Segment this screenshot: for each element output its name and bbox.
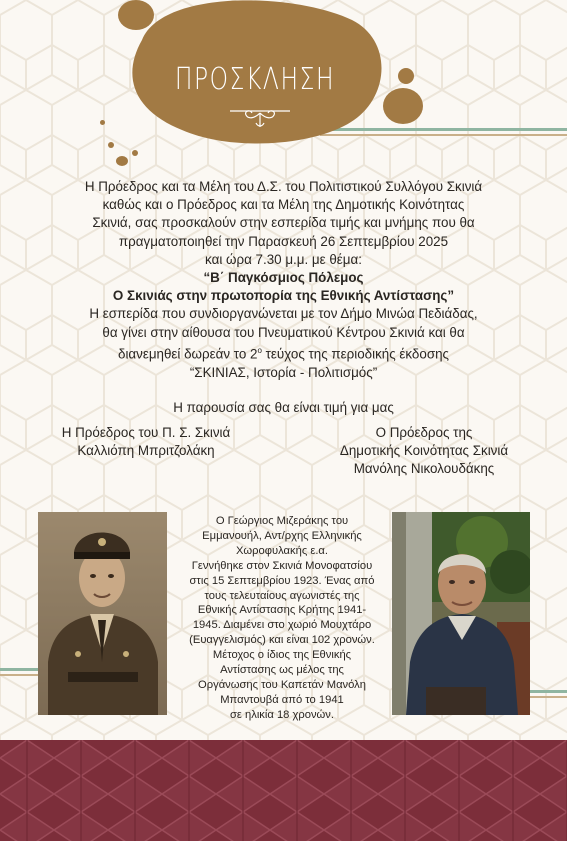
biography-line: Μπαντουβά από το 1941 — [220, 693, 344, 706]
details-line: διανεμηθεί δωρεάν το $2^o$ τεύχος της περιοδικής έκδοσης — [117, 345, 449, 362]
event-theme-title: “Β΄ Παγκόσμιος Πόλεμος — [203, 270, 364, 286]
biography-line: στις 15 Σεπτεμβρίου 1923. Ένας από — [189, 574, 375, 587]
signature-left — [30, 424, 262, 460]
invitation-text — [30, 178, 537, 417]
biography-line: Ο Γεώργιος Μιζεράκης του — [215, 515, 349, 527]
biography-line: τους τελευταίους αγωνιστές της — [204, 589, 360, 602]
decorative-dot — [100, 120, 105, 125]
decorative-dot — [383, 88, 423, 124]
biography-line: Χωροφυλακής ε.α. — [235, 544, 329, 557]
signature-role: Δημοτικής Κοινότητας Σκινιά — [339, 443, 509, 459]
details-line: Η εσπερίδα που συνδιοργανώνεται με τον Δήμο Μινώα Πεδιάδας, — [89, 306, 478, 322]
signature-name: Μανόλης Νικολουδάκης — [353, 461, 495, 477]
biography-line: 1945. Διαμένει στο χωριό Μουχτάρο — [192, 619, 372, 632]
decorative-dot — [118, 0, 154, 30]
decorative-stripe — [530, 696, 567, 698]
biography-line: Αντίστασης ως μέλος της — [220, 664, 344, 677]
invitation-line: Η Πρόεδρος και τα Μέλη του Δ.Σ. του Πολιτιστικού Συλλόγου Σκινιά — [84, 179, 483, 194]
footer-band — [0, 740, 567, 841]
signature-role: Η Πρόεδρος του Π. Σ. Σκινιά — [61, 425, 231, 440]
portrait-photo-elderly — [392, 512, 530, 715]
details-line: θα γίνει στην αίθουσα του Πνευματικού Κέντρου Σκινιά και θα — [102, 324, 465, 340]
biography-line: σε ηλικία 18 χρονών. — [230, 708, 334, 721]
decorative-dot — [398, 68, 414, 84]
page-title: ΠΡΟΣΚΛΗΣΗ — [174, 62, 336, 97]
decorative-stripe — [0, 674, 40, 676]
footer-diamond-pattern — [0, 740, 567, 841]
signature-right — [300, 424, 548, 479]
invitation-line: Σκινιά, σας προσκαλούν στην εσπερίδα τιμής και μνήμης που θα — [92, 215, 475, 231]
biography-line: Οργάνωσης του Καπετάν Μανόλη — [198, 678, 366, 691]
closing-line: Η παρουσία σας θα είναι τιμή για μας — [173, 399, 394, 415]
signature-name: Καλλιόπη Μπριτζολάκη — [77, 443, 215, 459]
decorative-dot — [132, 150, 138, 156]
invitation-line: καθώς και ο Πρόεδρος και τα Μέλη της Δημοτικής Κοινότητας — [102, 197, 465, 213]
event-theme-subtitle: Ο Σκινιάς στην πρωτοπορία της Εθνικής Αντίστασης” — [112, 288, 455, 304]
ornament-icon — [228, 105, 292, 135]
biography-text — [172, 514, 392, 723]
portrait-photo-officer — [38, 512, 167, 715]
decorative-dot — [108, 142, 114, 148]
decorative-stripe — [530, 690, 567, 693]
decorative-dot — [116, 156, 128, 166]
decorative-stripe — [0, 668, 40, 671]
invitation-line: πραγματοποιηθεί την Παρασκευή 26 Σεπτεμβρίου 2025 — [118, 233, 449, 249]
signature-role: Ο Πρόεδρος της — [375, 425, 473, 440]
biography-line: Εθνικής Αντίστασης Κρήτης 1941- — [197, 604, 367, 617]
details-line: “ΣΚΙΝΙΑΣ, Ιστορία - Πολιτισμός” — [189, 364, 378, 380]
biography-line: Μέτοχος ο ίδιος της Εθνικής — [212, 649, 352, 662]
biography-line: Εμμανουήλ, Αντ/ρχης Ελληνικής — [202, 529, 362, 542]
biography-line: Γεννήθηκε στον Σκινιά Μονοφατσίου — [191, 559, 373, 572]
biography-line: (Ευαγγελισμός) και είναι 102 χρονών. — [189, 634, 375, 647]
invitation-line: και ώρα 7.30 μ.μ. με θέμα: — [205, 251, 362, 267]
